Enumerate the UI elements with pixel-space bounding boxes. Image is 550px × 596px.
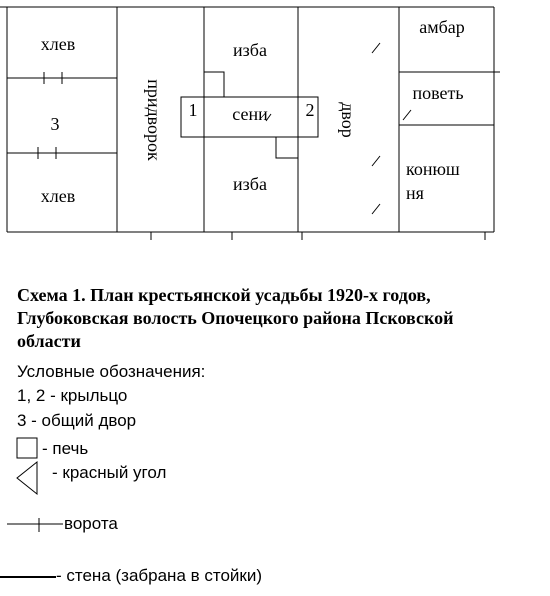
wall-legend-icon xyxy=(0,572,58,582)
gate-legend-icon xyxy=(5,512,65,536)
room-label-povet: поветь xyxy=(412,83,464,103)
legend-gate-label: ворота xyxy=(64,514,118,533)
room-label-ambar: амбар xyxy=(419,17,465,37)
legend-yard: 3 - общий двор xyxy=(17,411,137,430)
legend-title: Условные обозначения: xyxy=(17,362,206,381)
legend-porches: 1, 2 - крыльцо xyxy=(17,386,128,405)
legend-stove-label: - печь xyxy=(42,439,89,458)
stove-symbol xyxy=(276,137,298,158)
red-corner-mark xyxy=(372,204,380,214)
porch-label-1: 1 xyxy=(188,100,198,120)
legend-red-corner-label: - красный угол xyxy=(52,463,167,482)
room-label-pridvorok: придворок xyxy=(144,79,164,161)
red-corner-legend-icon xyxy=(15,460,45,496)
room-label-khlev-top: хлев xyxy=(40,34,76,54)
farmstead-plan xyxy=(0,0,550,250)
room-label-konyushnya-2: ня xyxy=(406,183,424,203)
room-label-khlev-bottom: хлев xyxy=(40,186,76,206)
room-label-konyushnya-1: конюш xyxy=(406,159,460,179)
stove-legend-icon xyxy=(16,437,40,461)
room-label-common-yard: 3 xyxy=(50,114,60,134)
porch-label-2: 2 xyxy=(305,100,315,120)
legend-wall-label: - стена (забрана в стойки) xyxy=(56,566,263,585)
room-label-seni: сени xyxy=(232,104,268,124)
room-label-izba-top: изба xyxy=(233,40,267,60)
room-label-izba-bottom: изба xyxy=(233,174,267,194)
red-corner-mark xyxy=(372,156,380,166)
room-label-dvor: двор xyxy=(338,102,358,138)
figure-caption: Схема 1. План крестьянской усадьбы 1920-х годов, Глубоковская волость Опочецкого района Псковской области xyxy=(17,285,454,351)
red-corner-mark xyxy=(372,43,380,53)
stove-symbol xyxy=(204,72,224,97)
red-corner-mark xyxy=(403,110,411,120)
